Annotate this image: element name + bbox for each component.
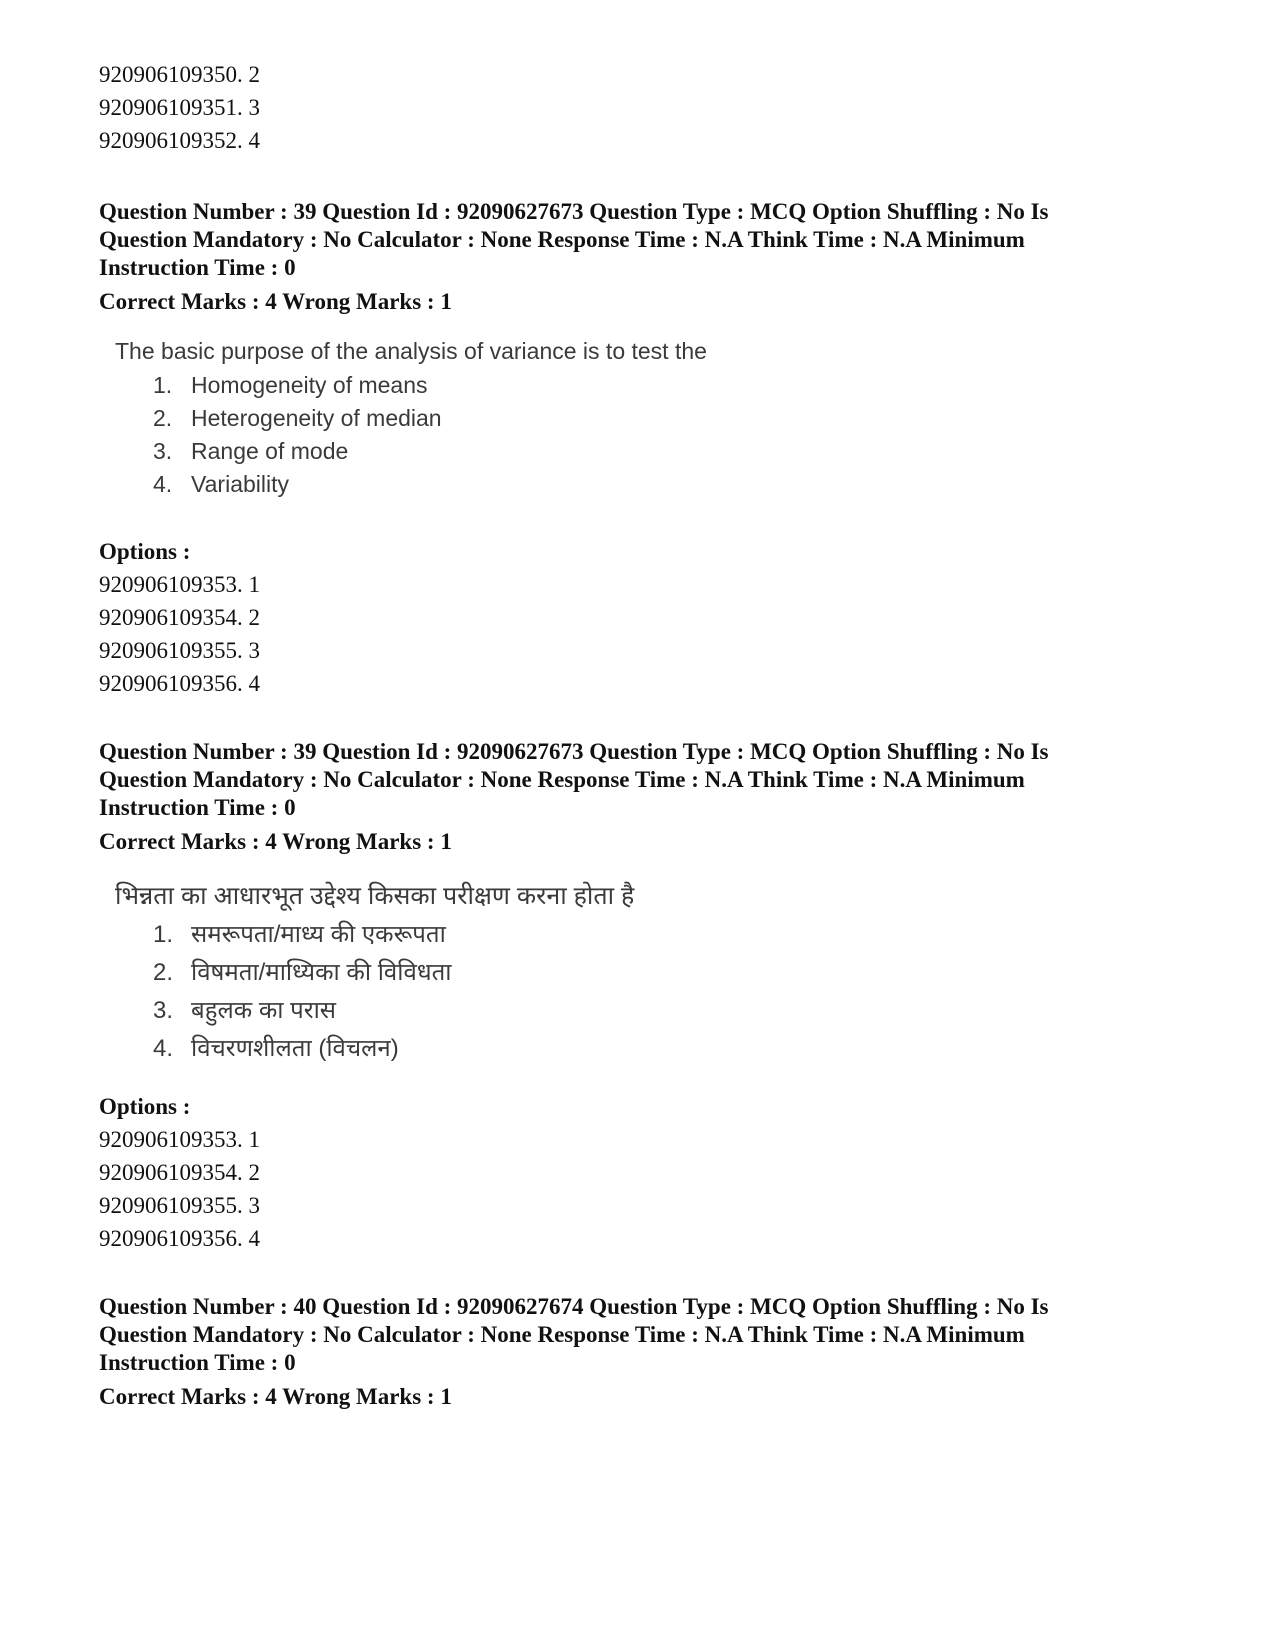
question-meta-line: Question Number : 39 Question Id : 92090627673 Question Type : MCQ Option Shuffling : No Is xyxy=(99,739,1049,764)
choice-number: 2. xyxy=(153,405,173,431)
choice-number: 4. xyxy=(153,1035,174,1062)
choice-item xyxy=(115,369,1175,402)
marks-line: Correct Marks : 4 Wrong Marks : 1 xyxy=(99,1384,452,1409)
choice-item xyxy=(115,916,1175,954)
question-meta-line: Question Mandatory : No Calculator : None Response Time : N.A Think Time : N.A Minimum xyxy=(99,767,1025,792)
options-label: Options : xyxy=(99,539,191,564)
option-line: 920906109351. 3 xyxy=(99,95,260,120)
choice-number: 1. xyxy=(153,921,174,948)
choice-number: 4. xyxy=(153,471,173,497)
question-meta-line: Instruction Time : 0 xyxy=(99,795,296,820)
option-line: 920906109355. 3 xyxy=(99,1193,260,1218)
option-line: 920906109354. 2 xyxy=(99,605,260,630)
choice-text: Homogeneity of means xyxy=(191,372,428,398)
question-stem: भिन्नता का आधारभूत उद्देश्य किसका परीक्षण करना होता है xyxy=(115,882,635,910)
option-line: 920906109355. 3 xyxy=(99,638,260,663)
option-line: 920906109353. 1 xyxy=(99,572,260,597)
option-line: 920906109350. 2 xyxy=(99,62,260,87)
question-image-text xyxy=(115,876,1175,1068)
question-meta-line: Instruction Time : 0 xyxy=(99,255,296,280)
choice-text: विषमता/माध्यिका की विविधता xyxy=(191,959,452,986)
question-meta-line: Question Mandatory : No Calculator : None Response Time : N.A Think Time : N.A Minimum xyxy=(99,227,1025,252)
question-meta-line: Instruction Time : 0 xyxy=(99,1350,296,1375)
choice-number: 2. xyxy=(153,959,174,986)
question-block-40 xyxy=(99,1293,1175,1411)
marks-line: Correct Marks : 4 Wrong Marks : 1 xyxy=(99,289,452,314)
choice-item xyxy=(115,468,1175,501)
choice-text: Heterogeneity of median xyxy=(191,405,442,431)
options-label: Options : xyxy=(99,1094,191,1119)
question-meta-line: Question Mandatory : No Calculator : None Response Time : N.A Think Time : N.A Minimum xyxy=(99,1322,1025,1347)
choice-item xyxy=(115,435,1175,468)
choice-text: Variability xyxy=(191,471,289,497)
choice-text: विचरणशीलता (विचलन) xyxy=(191,1035,399,1062)
marks-line: Correct Marks : 4 Wrong Marks : 1 xyxy=(99,829,452,854)
question-block-39-hi xyxy=(99,738,1175,1255)
question-meta xyxy=(99,738,1175,822)
choice-list xyxy=(115,369,1175,501)
question-block-39-en xyxy=(99,198,1175,700)
choice-item xyxy=(115,954,1175,992)
option-line: 920906109353. 1 xyxy=(99,1127,260,1152)
option-line: 920906109354. 2 xyxy=(99,1160,260,1185)
choice-text: बहुलक का परास xyxy=(191,997,337,1024)
question-meta-line: Question Number : 39 Question Id : 92090627673 Question Type : MCQ Option Shuffling : No Is xyxy=(99,199,1049,224)
option-line: 920906109356. 4 xyxy=(99,671,260,696)
question-stem: The basic purpose of the analysis of variance is to test the xyxy=(115,338,707,364)
options-list xyxy=(99,1123,1175,1255)
question-meta xyxy=(99,1293,1175,1377)
choice-number: 3. xyxy=(153,438,173,464)
question-meta xyxy=(99,198,1175,282)
choice-number: 1. xyxy=(153,372,173,398)
choice-item xyxy=(115,402,1175,435)
question-meta-line: Question Number : 40 Question Id : 92090627674 Question Type : MCQ Option Shuffling : No Is xyxy=(99,1294,1049,1319)
top-options-list xyxy=(99,58,1175,157)
option-line: 920906109352. 4 xyxy=(99,128,260,153)
choice-item xyxy=(115,992,1175,1030)
choice-text: Range of mode xyxy=(191,438,349,464)
options-list xyxy=(99,568,1175,700)
option-line: 920906109356. 4 xyxy=(99,1226,260,1251)
choice-item xyxy=(115,1030,1175,1068)
question-image-text xyxy=(115,336,1175,501)
choice-text: समरूपता/माध्य की एकरूपता xyxy=(191,921,446,948)
choice-list xyxy=(115,916,1175,1068)
choice-number: 3. xyxy=(153,997,174,1024)
